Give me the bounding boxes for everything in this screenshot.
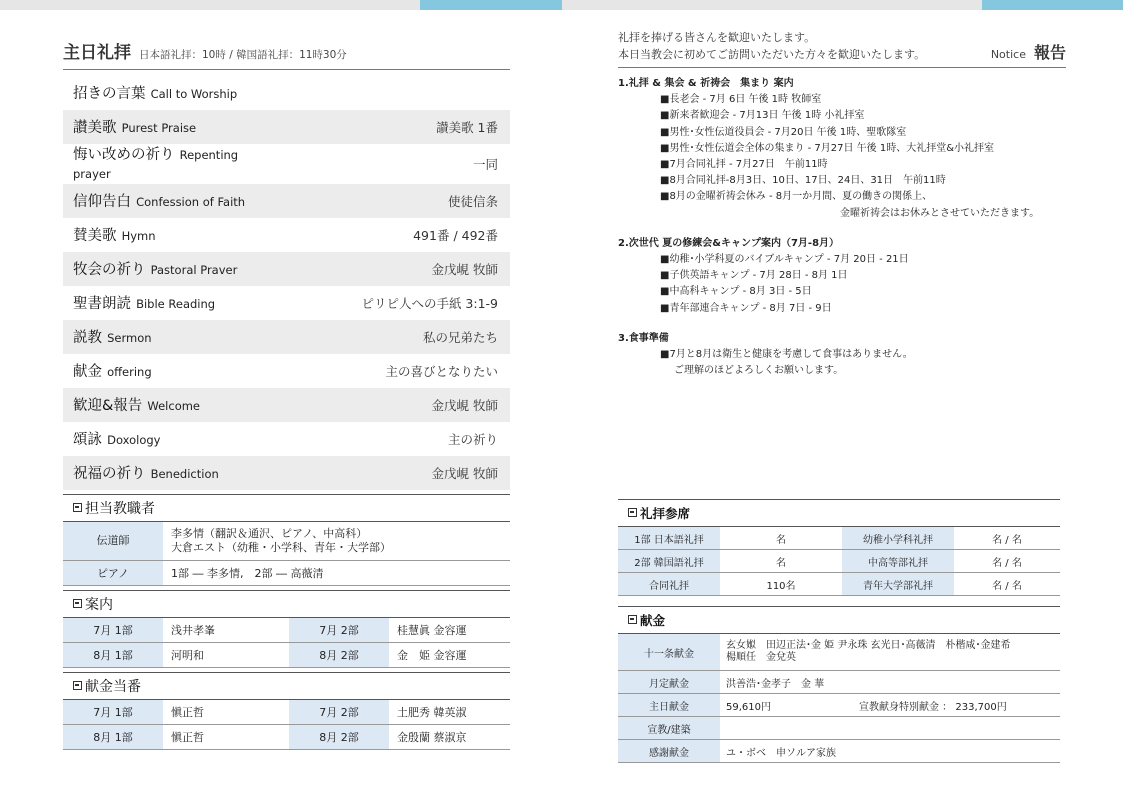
table-row xyxy=(63,522,510,561)
staff-label: 伝道師 xyxy=(63,522,163,561)
sunday-offering-amount: 59,610円 xyxy=(726,701,771,713)
order-item-ja: 悔い改めの祈り xyxy=(73,147,175,164)
order-item-en: Confession of Faith xyxy=(136,194,246,209)
cell-value: 名 / 名 xyxy=(954,573,1060,596)
order-row xyxy=(63,320,510,354)
order-item-detail: 491番 / 492番 xyxy=(413,228,498,243)
order-item-ja: 祝福の祈り xyxy=(73,465,146,482)
table-row xyxy=(618,717,1060,740)
staff-heading xyxy=(63,494,510,522)
announcement-item: ■幼稚･小学科夏のバイブルキャンプ - 7月 20日 - 21日 xyxy=(660,254,909,266)
cell-label: 7月 2部 xyxy=(289,618,389,643)
cell-value: 金 姫 金容運 xyxy=(389,643,510,668)
staff-line: 李多情（翻訳＆通沢、ピアノ、中高科） xyxy=(171,527,368,541)
order-item-ja: 賛美歌 xyxy=(73,227,117,244)
cell-value: 河明和 xyxy=(163,643,289,668)
special-offering-amount: 宣教献身特別献金 ： 233,700円 xyxy=(859,701,1007,713)
square-bullet-icon xyxy=(73,503,82,512)
staff-table xyxy=(63,522,510,586)
table-row xyxy=(63,618,510,643)
attendance-heading xyxy=(618,499,1060,527)
left-page xyxy=(63,38,510,750)
intro-line: 礼拝を捧げる皆さんを歓迎いたします。 xyxy=(618,31,816,44)
order-item-ja: 讃美歌 xyxy=(73,119,117,136)
cell-label: 合同礼拝 xyxy=(618,573,720,596)
order-item-detail: 私の兄弟たち xyxy=(422,330,498,345)
order-item-ja: 献金 xyxy=(73,363,102,380)
table-row xyxy=(618,573,1060,596)
offering-heading xyxy=(618,606,1060,634)
order-item-detail: ピリピ人への手紙 3:1-9 xyxy=(361,296,498,311)
order-row xyxy=(63,144,510,184)
cell-label: 8月 1部 xyxy=(63,643,163,668)
cell-value: ユ・ボベ 申ソルア家族 xyxy=(720,740,1060,763)
offering-duty-heading xyxy=(63,672,510,700)
cell-label: 8月 2部 xyxy=(289,725,389,750)
right-page xyxy=(618,30,1066,759)
staff-label: ピアノ xyxy=(63,561,163,586)
cell-value: 土肥秀 韓英淑 xyxy=(389,700,510,725)
order-row xyxy=(63,354,510,388)
order-item-en: Hymn xyxy=(121,228,156,243)
cell-value: 愼正哲 xyxy=(163,700,289,725)
announcement-item: ■8月の金曜祈祷会休み - 8月一か月間、夏の働きの関係上、 xyxy=(660,191,933,203)
announcement-item: ■7月と8月は衛生と健康を考慮して食事はありません。 xyxy=(660,349,913,361)
announcement-heading: 2.次世代 夏の修練会&キャンプ案内（7月-8月） xyxy=(618,237,840,249)
cell-label: 7月 2部 xyxy=(289,700,389,725)
announcements xyxy=(618,76,1066,379)
cell-value xyxy=(720,694,1060,717)
announcement-item: ■子供英語キャンプ - 7月 28日 - 8月 1日 xyxy=(660,270,848,282)
intro-line: 本日当教会に初めてご訪問いただいた方々を歓迎いたします。 xyxy=(618,47,926,61)
top-bar-right-blue xyxy=(982,0,1123,10)
announcement-heading: 3.食事準備 xyxy=(618,332,669,344)
cell-value xyxy=(720,717,1060,740)
table-row xyxy=(618,634,1060,671)
table-row xyxy=(63,643,510,668)
cell-label: 十一条献金 xyxy=(618,634,720,671)
order-of-service xyxy=(63,76,510,490)
order-item-en: Purest Praise xyxy=(121,120,197,135)
order-item-en: Benediction xyxy=(150,466,219,481)
offering-duty-title: 献金当番 xyxy=(85,679,141,695)
cell-value: 洪善浩･金孝子 金 華 xyxy=(720,671,1060,694)
cell-label: 2部 韓国語礼拝 xyxy=(618,550,720,573)
cell-label: 8月 2部 xyxy=(289,643,389,668)
cell-value: 金殷蘭 蔡淑京 xyxy=(389,725,510,750)
offering-table xyxy=(618,634,1060,763)
announcement-item: ■新来者歓迎会 - 7月13日 午後 1時 小礼拝室 xyxy=(660,110,865,122)
cell-label: 宣教/建築 xyxy=(618,717,720,740)
cell-value: 名 / 名 xyxy=(954,527,1060,550)
order-item-ja: 頌詠 xyxy=(73,431,102,448)
order-item-ja: 歓迎&報告 xyxy=(73,397,143,414)
announcement-item: ■8月合同礼拝-8月3日、10日、17日、24日、31日 午前11時 xyxy=(660,175,946,187)
offering-line: 楊順任 金兌英 xyxy=(726,652,796,663)
order-item-detail: 使徒信条 xyxy=(447,194,498,209)
table-row xyxy=(618,527,1060,550)
cell-label: 中高等部礼拝 xyxy=(842,550,954,573)
top-bar-left-gray xyxy=(0,0,420,10)
top-bar-right-gray xyxy=(562,0,982,10)
order-item-en-cont: prayer xyxy=(73,167,111,182)
order-item-ja: 招きの言葉 xyxy=(73,85,146,102)
order-item-en: Bible Reading xyxy=(136,296,216,311)
cell-value: 名 xyxy=(720,550,842,573)
order-item-en: Pastoral Praver xyxy=(150,262,238,277)
order-row xyxy=(63,218,510,252)
guide-table xyxy=(63,618,510,668)
announcement-item: ■7月合同礼拝 - 7月27日 午前11時 xyxy=(660,159,828,171)
attendance-title: 礼拝参席 xyxy=(640,506,691,521)
square-bullet-icon xyxy=(73,681,82,690)
order-item-en: offering xyxy=(107,364,152,379)
announcement-item: ■長老会 - 7月 6日 午後 1時 牧師室 xyxy=(660,94,822,106)
square-bullet-icon xyxy=(73,599,82,608)
order-item-detail: 一同 xyxy=(472,157,498,172)
staff-value xyxy=(163,522,510,561)
announcement-item: ■中高科キャンプ - 8月 3日 - 5日 xyxy=(660,286,812,298)
order-item-ja: 聖書朗読 xyxy=(73,295,131,312)
cell-label: 主日献金 xyxy=(618,694,720,717)
table-row xyxy=(618,694,1060,717)
cell-label: 感謝献金 xyxy=(618,740,720,763)
order-item-detail: 讃美歌 1番 xyxy=(436,120,498,135)
cell-label: 幼稚小学科礼拝 xyxy=(842,527,954,550)
offering-line: 玄女娰 田辺正法･金 姫 尹永珠 玄光日･高薇清 朴楷咸･金建希 xyxy=(726,639,1011,651)
announcement-heading: 1.礼拝 & 集会 & 祈祷会 集まり 案内 xyxy=(618,78,794,89)
table-row xyxy=(618,740,1060,763)
staff-title: 担当教職者 xyxy=(85,501,155,517)
order-item-ja: 牧会の祈り xyxy=(73,261,146,278)
announcement-item: ■男性･女性伝道会全体の集まり - 7月27日 午後 1時、大礼拝堂&小礼拝室 xyxy=(660,142,995,154)
cell-label: 7月 1部 xyxy=(63,700,163,725)
notice-title-en: Notice xyxy=(990,48,1026,61)
cell-label: 8月 1部 xyxy=(63,725,163,750)
notice-title-ja: 報告 xyxy=(1033,43,1066,62)
cell-label: 月定献金 xyxy=(618,671,720,694)
order-item-en: Welcome xyxy=(147,398,201,413)
order-item-detail: 主の喜びとなりたい xyxy=(385,364,498,379)
order-row xyxy=(63,110,510,144)
announcement-item: ■青年部連合キャンプ - 8月 7日 - 9日 xyxy=(660,302,832,314)
cell-value: 名 / 名 xyxy=(954,550,1060,573)
order-row xyxy=(63,184,510,218)
cell-value: 110名 xyxy=(720,573,842,596)
order-row xyxy=(63,286,510,320)
order-item-detail: 金戊峴 牧師 xyxy=(431,466,498,481)
guide-heading xyxy=(63,590,510,618)
announcement-item-cont: 金曜祈祷会はお休みとさせていただきます。 xyxy=(840,207,1040,219)
table-row xyxy=(618,671,1060,694)
service-header xyxy=(63,38,510,70)
cell-value: 浅井孝峯 xyxy=(163,618,289,643)
service-times: 日本語礼拝：10時 / 韓国語礼拝：11時30分 xyxy=(139,49,347,61)
cell-value xyxy=(720,634,1060,671)
square-bullet-icon xyxy=(628,508,637,517)
order-row xyxy=(63,388,510,422)
offering-duty-table xyxy=(63,700,510,750)
cell-value: 愼正哲 xyxy=(163,725,289,750)
order-item-detail: 金戊峴 牧師 xyxy=(431,398,498,413)
staff-line: 大倉エスト（幼稚・小学科、青年・大学部） xyxy=(171,541,391,554)
order-item-en: Call to Worship xyxy=(150,86,238,101)
order-item-detail: 金戊峴 牧師 xyxy=(431,262,498,277)
order-row xyxy=(63,76,510,110)
table-row xyxy=(618,550,1060,573)
order-item-en: Doxology xyxy=(107,432,161,447)
table-row xyxy=(63,700,510,725)
order-item-en: Sermon xyxy=(107,330,152,345)
cell-label: 青年大学部礼拝 xyxy=(842,573,954,596)
cell-label: 1部 日本語礼拝 xyxy=(618,527,720,550)
table-row xyxy=(63,725,510,750)
cell-value: 名 xyxy=(720,527,842,550)
notice-header xyxy=(618,30,1066,68)
cell-value: 桂慧眞 金容運 xyxy=(389,618,510,643)
order-item-ja: 説教 xyxy=(73,329,102,346)
service-title: 主日礼拝 xyxy=(63,43,131,63)
announcement-item-cont: ご理解のほどよろしくお願いします。 xyxy=(674,365,844,377)
staff-value: 1部 ― 李多情, 2部 ― 高薇清 xyxy=(163,561,510,586)
table-row xyxy=(63,561,510,586)
order-row xyxy=(63,456,510,490)
order-row xyxy=(63,252,510,286)
order-item-ja: 信仰告白 xyxy=(73,193,131,210)
guide-title: 案内 xyxy=(85,597,113,613)
order-row xyxy=(63,422,510,456)
announcement-item: ■男性･女性伝道役員会 - 7月20日 午後 1時、聖歌隊室 xyxy=(660,126,907,138)
attendance-table xyxy=(618,527,1060,596)
top-bar-left-blue xyxy=(420,0,562,10)
cell-label: 7月 1部 xyxy=(63,618,163,643)
order-item-detail: 主の祈り xyxy=(447,432,498,447)
offering-title: 献金 xyxy=(640,613,666,628)
order-item-en: Repenting xyxy=(179,148,239,163)
square-bullet-icon xyxy=(628,615,637,624)
